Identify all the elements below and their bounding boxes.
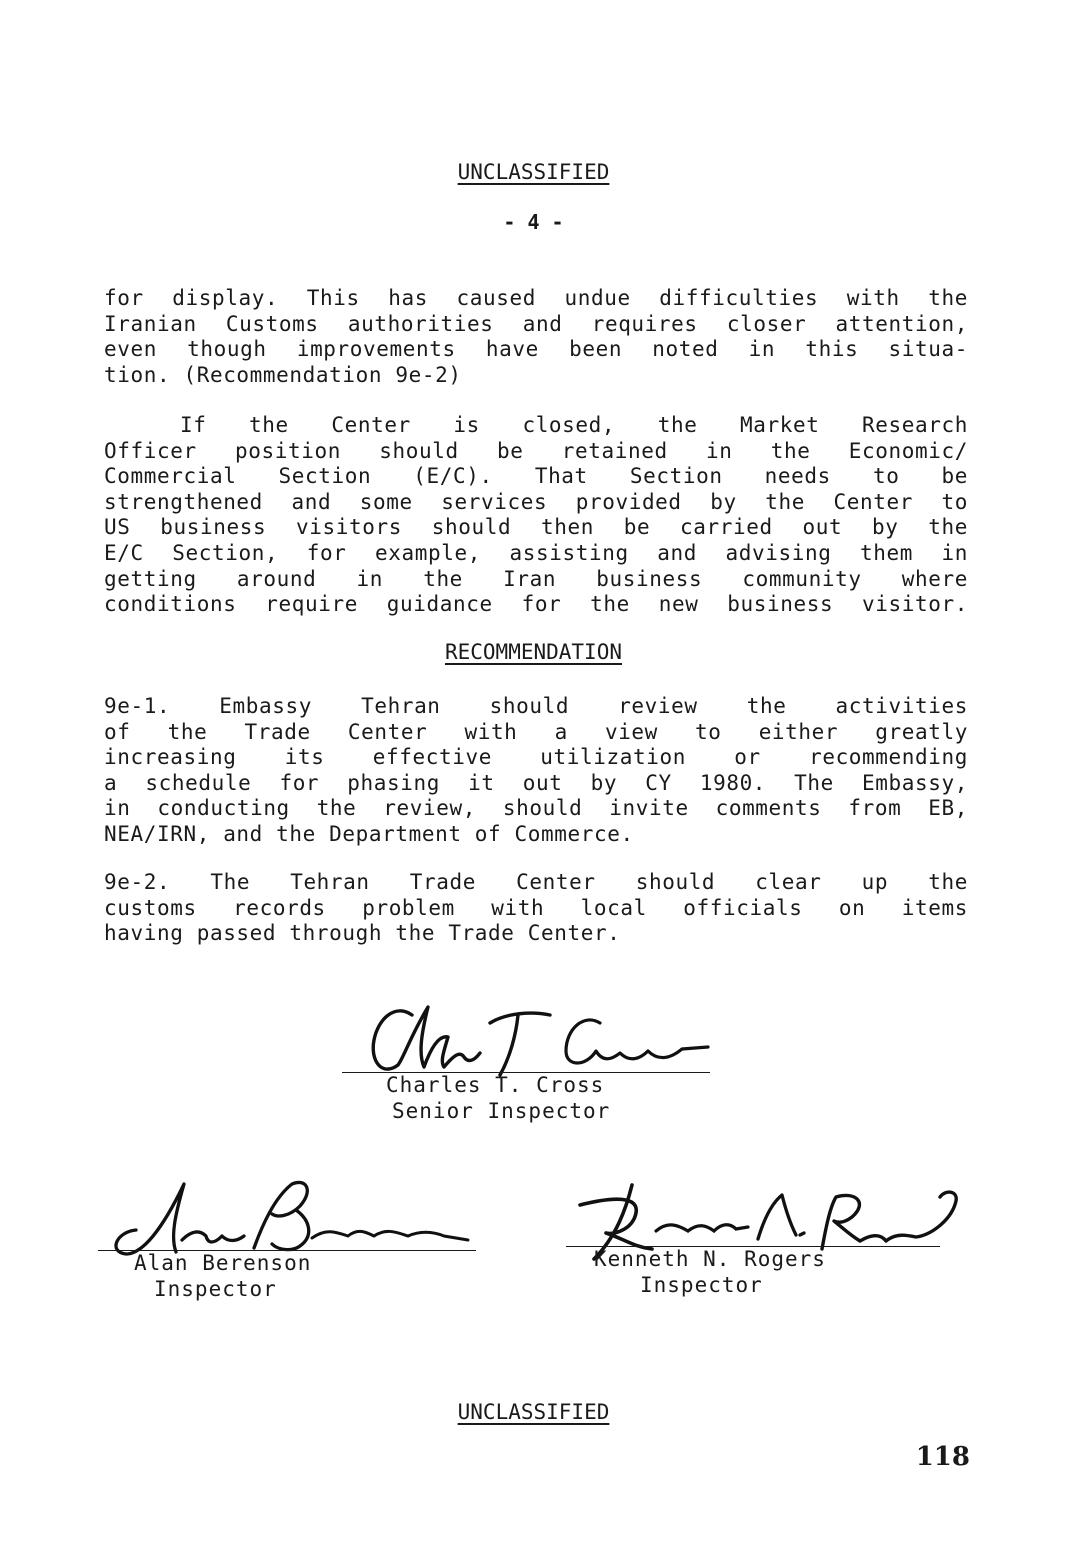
paragraph-line: NEA/IRN, and the Department of Commerce. (104, 821, 634, 846)
paragraph-line: strengthened and some services provided by the Center to (104, 489, 968, 514)
recommendation-heading: RECOMMENDATION (444, 640, 622, 664)
paragraph-1 (104, 286, 968, 388)
paragraph-line: If the Center is closed, the Market Research (180, 413, 968, 437)
footer-classification: UNCLASSIFIED (457, 1400, 610, 1424)
paragraph-line: Iranian Customs authorities and requires closer attention, (104, 311, 968, 336)
paragraph-line: in conducting the review, should invite comments from EB, (104, 796, 968, 821)
header-classification: UNCLASSIFIED (457, 160, 610, 184)
paragraph-line: 9e-1. Embassy Tehran should review the activities (104, 694, 968, 718)
paragraph-line: tion. (Recommendation 9e-2) (104, 362, 462, 387)
paragraph-line: a schedule for phasing it out by CY 1980. The Embassy, (104, 770, 968, 795)
paragraph-line: having passed through the Trade Center. (104, 921, 621, 946)
paragraph-line: Officer position should be retained in the Economic/ (104, 438, 968, 463)
paragraph-line: 9e-2. The Tehran Trade Center should clear up the (104, 870, 968, 894)
page-number: 118 (915, 1442, 970, 1472)
paragraph-line: even though improvements have been noted in this situa- (104, 337, 968, 362)
cross-name: Charles T. Cross (386, 1073, 605, 1097)
rogers-name: Kenneth N. Rogers (594, 1247, 826, 1271)
page-marker: - 4 - (503, 210, 564, 234)
paragraph-line: Commercial Section (E/C). That Section needs to be (104, 464, 968, 489)
berenson-title: Inspector (154, 1277, 277, 1301)
paragraph-line: customs records problem with local officials on items (104, 895, 968, 920)
paragraph-2 (104, 413, 968, 618)
paragraph-line: for display. This has caused undue difficulties with the (104, 286, 968, 310)
cross-title: Senior Inspector (392, 1099, 611, 1123)
berenson-name: Alan Berenson (134, 1251, 312, 1275)
recommendation-9e-2 (104, 870, 968, 947)
paragraph-line: US business visitors should then be carried out by the (104, 515, 968, 540)
paragraph-line: getting around in the Iran business community where (104, 566, 968, 591)
paragraph-line: of the Trade Center with a view to either greatly (104, 719, 968, 744)
recommendation-9e-1 (104, 694, 968, 848)
paragraph-line: conditions require guidance for the new business visitor. (104, 592, 968, 617)
rogers-title: Inspector (640, 1273, 763, 1297)
paragraph-line: increasing its effective utilization or recommending (104, 745, 968, 770)
paragraph-line: E/C Section, for example, assisting and advising them in (104, 540, 968, 565)
